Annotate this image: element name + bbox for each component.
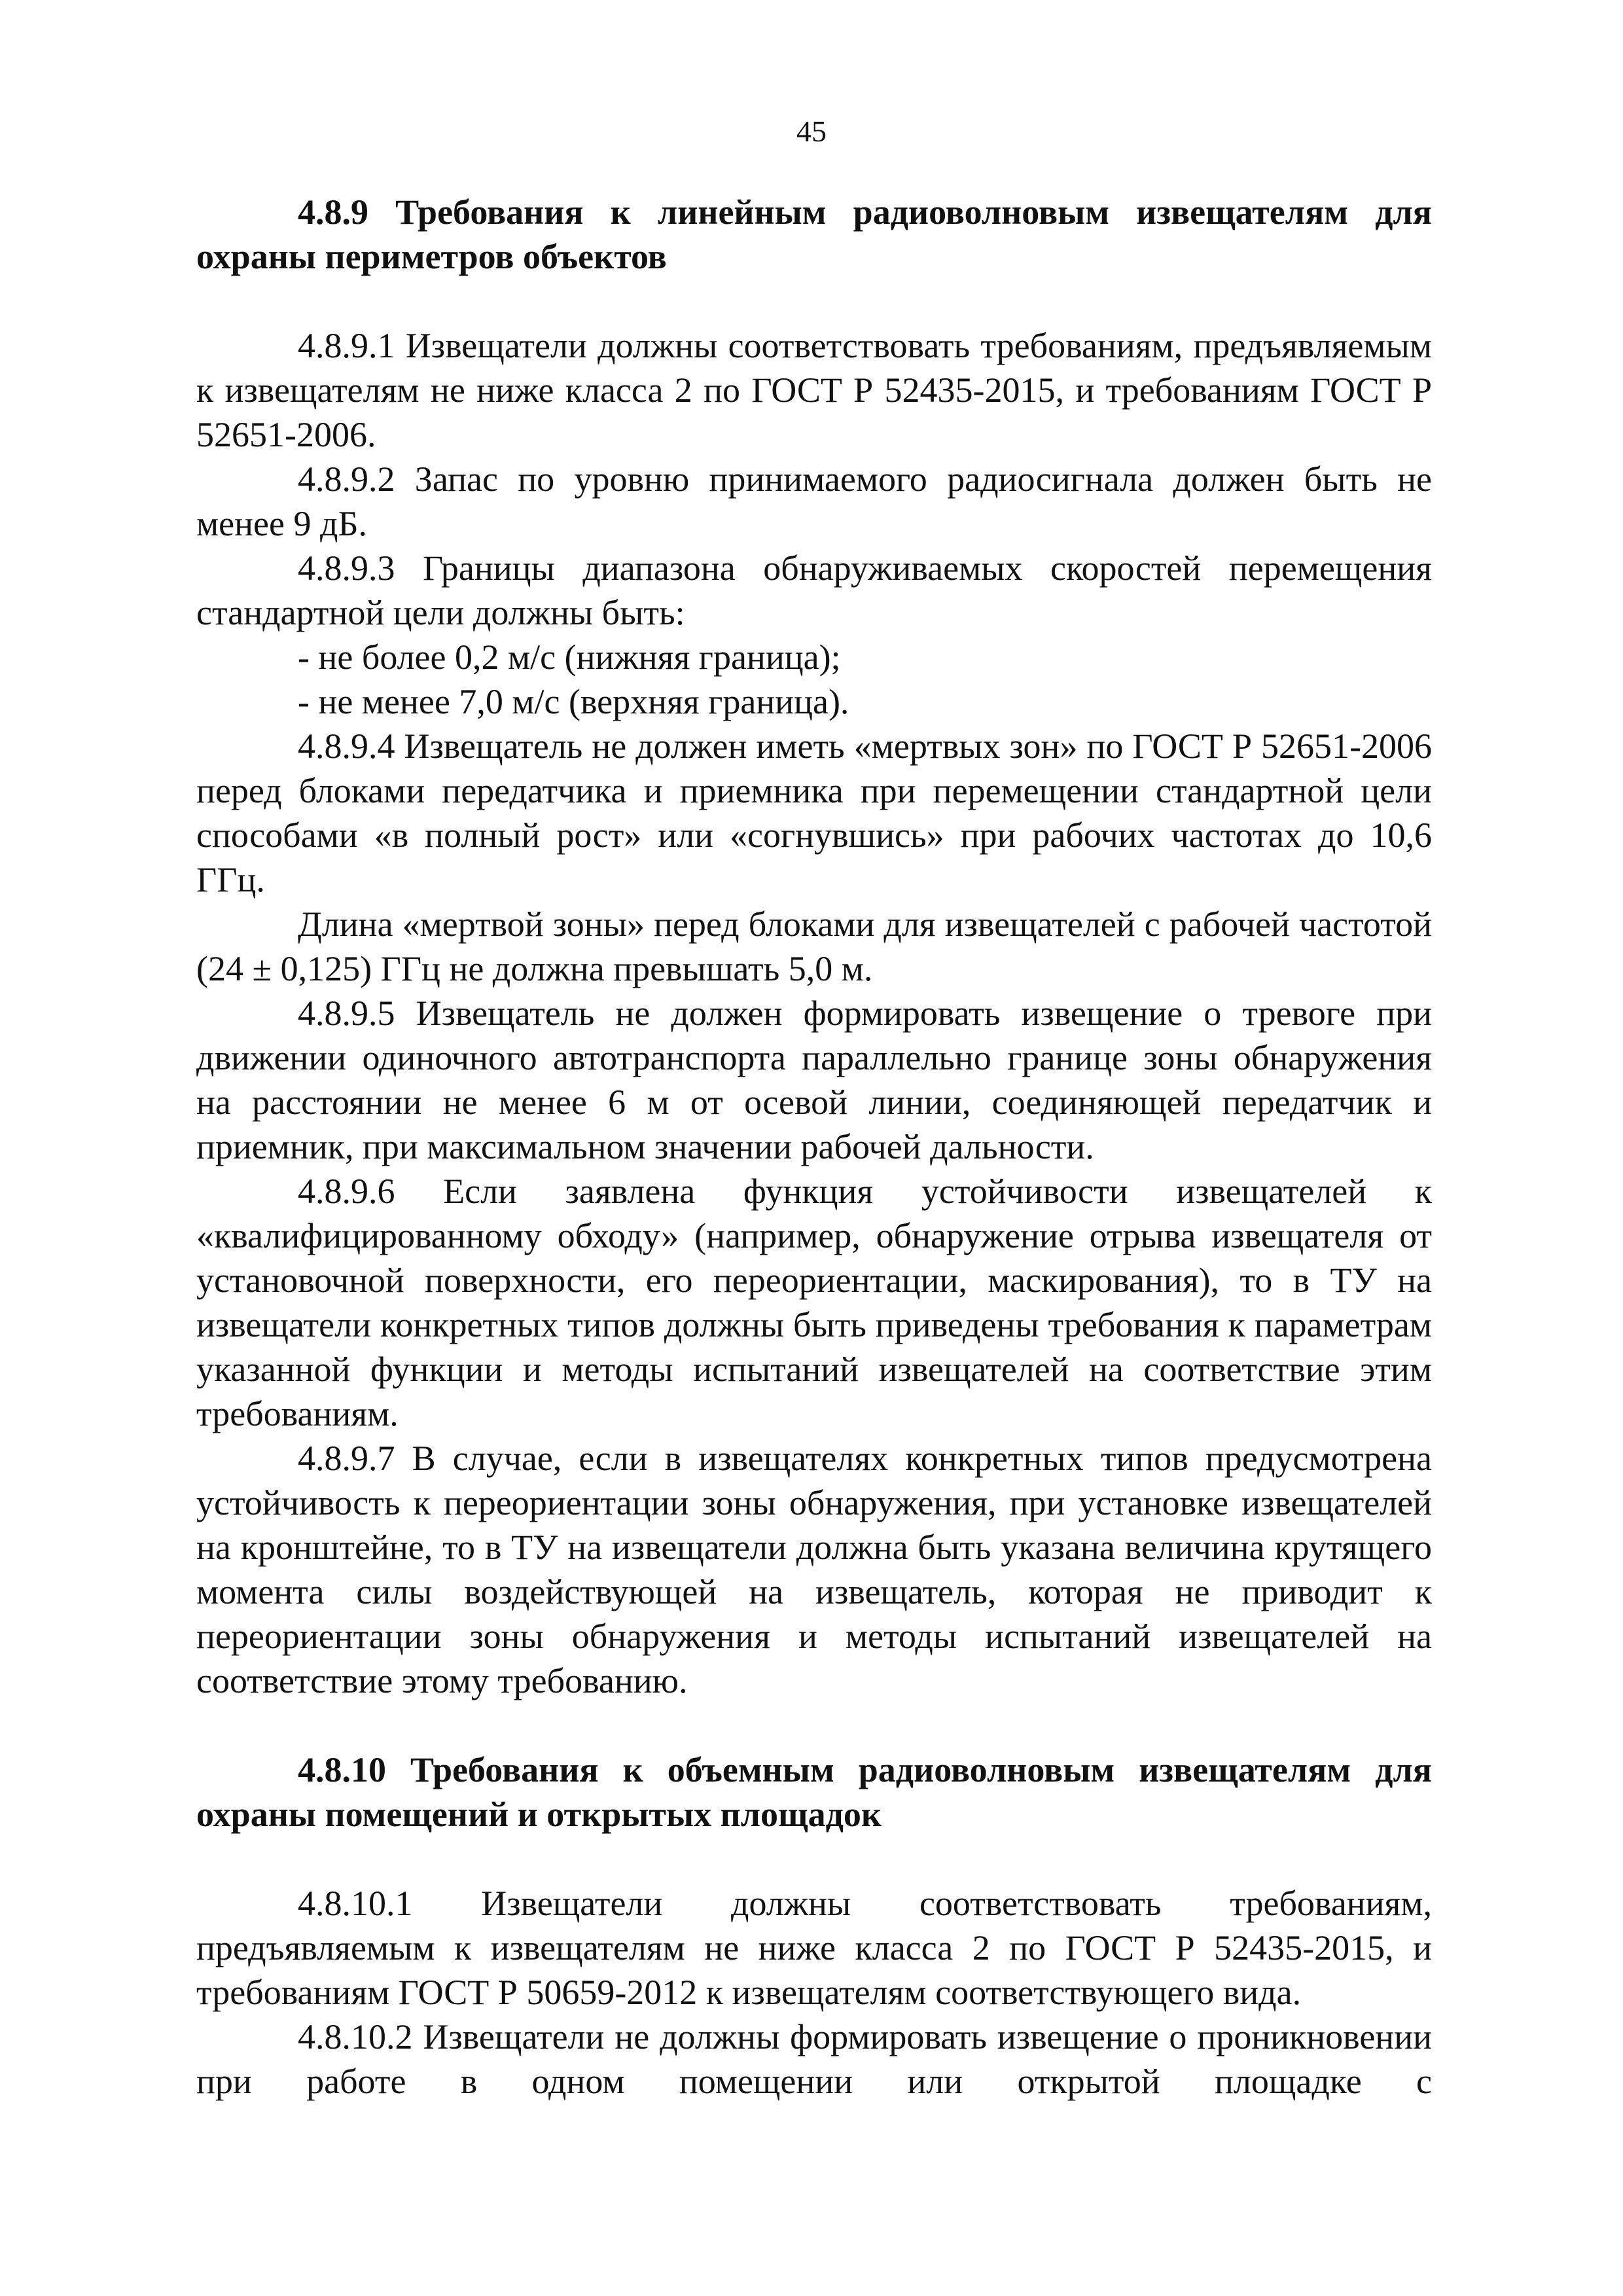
paragraph-4-8-9-4: 4.8.9.4 Извещатель не должен иметь «мертвых зон» по ГОСТ Р 52651-2006 перед блоками передатчика и приемника при перемещении стандартной цели способами «в полный рост» или «согнувшись» при рабочих частотах до 10,6 ГГц.: [196, 726, 1432, 899]
paragraph-4-8-9-4-continuation: Длина «мертвой зоны» перед блоками для извещателей с рабочей частотой (24 ± 0,125) ГГц не должна превышать 5,0 м.: [196, 905, 1432, 988]
list-item-lower-bound: - не более 0,2 м/с (нижняя граница);: [298, 637, 841, 677]
paragraph-4-8-10-2: 4.8.10.2 Извещатели не должны формировать извещение о проникновении при работе в одном помещении или открытой площадке с: [196, 2017, 1432, 2101]
list-item-upper-bound: - не менее 7,0 м/с (верхняя граница).: [298, 682, 849, 721]
section-spacer: [196, 1703, 1432, 1748]
paragraph-4-8-9-5: 4.8.9.5 Извещатель не должен формировать извещение о тревоге при движении одиночного автотранспорта параллельно границе зоны обнаружения на расстоянии не менее 6 м от осевой линии, соединяющей передатчик и приемник, при максимальном значении рабочей дальности.: [196, 994, 1432, 1166]
paragraph-4-8-9-2: 4.8.9.2 Запас по уровню принимаемого радиосигнала должен быть не менее 9 дБ.: [196, 459, 1432, 543]
page-number: 45: [796, 115, 827, 148]
document-body: [196, 190, 1432, 2104]
paragraph-4-8-10-1: 4.8.10.1 Извещатели должны соответствовать требованиям, предъявляемым к извещателям не ниже класса 2 по ГОСТ Р 52435-2015, и требованиям ГОСТ Р 50659-2012 к извещателям соответствующего вида.: [196, 1884, 1432, 2012]
section-heading-4-8-10: 4.8.10 Требования к объемным радиоволновым извещателям для охраны помещений и открытых площадок: [196, 1750, 1432, 1834]
section-heading-4-8-9: 4.8.9 Требования к линейным радиоволновым извещателям для охраны периметров объектов: [196, 192, 1432, 276]
paragraph-4-8-9-7: 4.8.9.7 В случае, если в извещателях конкретных типов предусмотрена устойчивость к переориентации зоны обнаружения, при установке извещателей на кронштейне, то в ТУ на извещатели должна быть указана величина крутящего момента силы воздействующей на извещатель, которая не приводит к переориентации зоны обнаружения и методы испытаний извещателей на соответствие этому требованию.: [196, 1439, 1432, 1700]
paragraph-4-8-9-1: 4.8.9.1 Извещатели должны соответствовать требованиям, предъявляемым к извещателям не ниже класса 2 по ГОСТ Р 52435-2015, и требованиям ГОСТ Р 52651-2006.: [196, 326, 1432, 454]
paragraph-4-8-9-6: 4.8.9.6 Если заявлена функция устойчивости извещателей к «квалифицированному обходу» (например, обнаружение отрыва извещателя от установочной поверхности, его переориентации, маскирования), то в ТУ на извещатели конкретных типов должны быть приведены требования к параметрам указанной функции и методы испытаний извещателей на соответствие этим требованиям.: [196, 1172, 1432, 1433]
paragraph-4-8-9-3: 4.8.9.3 Границы диапазона обнаруживаемых скоростей перемещения стандартной цели должны быть:: [196, 548, 1432, 632]
